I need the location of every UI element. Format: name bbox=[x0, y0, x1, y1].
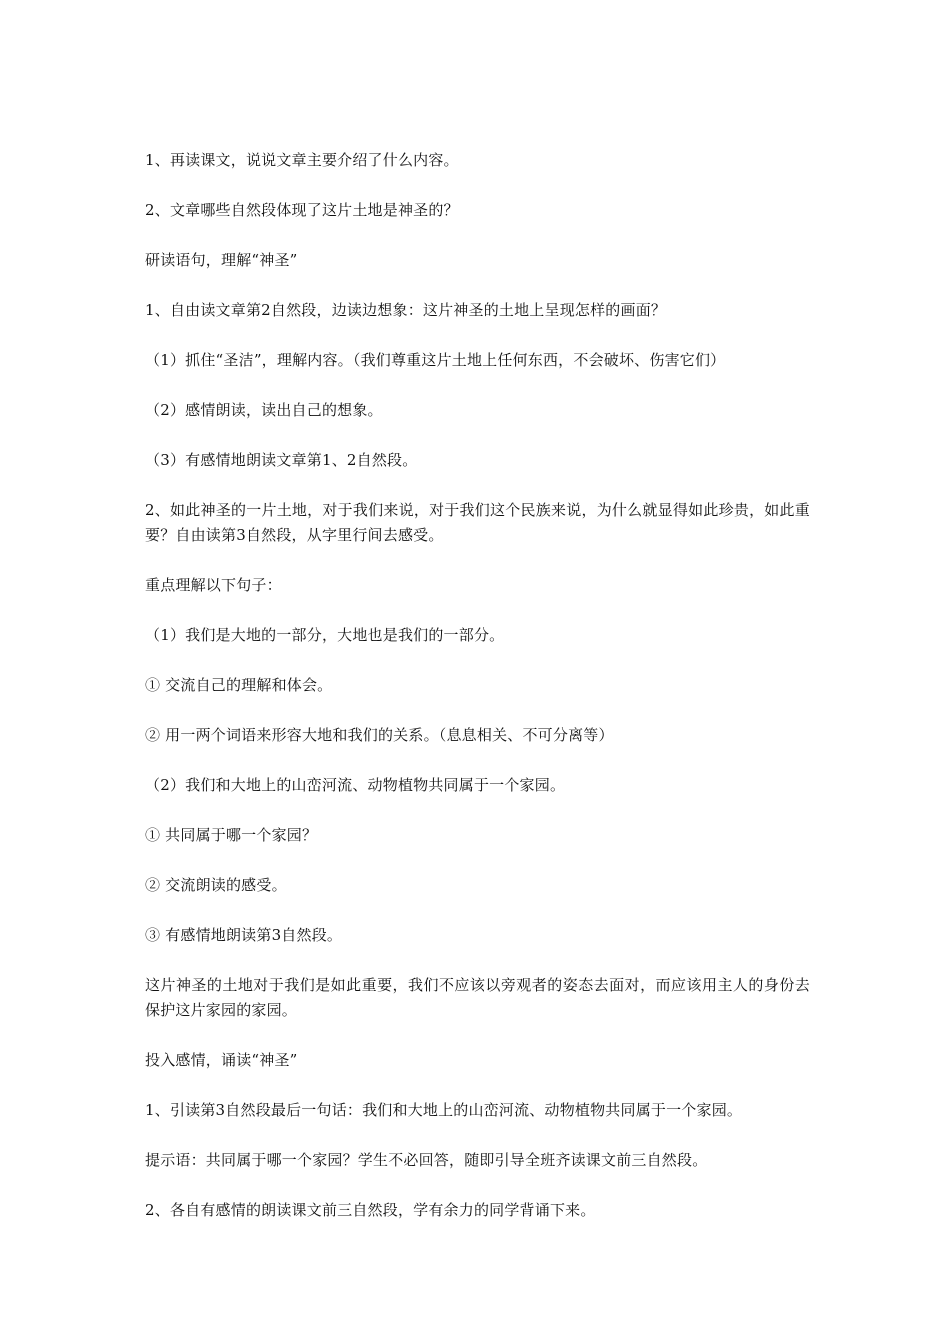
paragraph-6: （2）感情朗读，读出自己的想象。 bbox=[145, 401, 383, 419]
paragraph-4: 1、自由读文章第2自然段，边读边想象：这片神圣的土地上呈现怎样的画面？ bbox=[145, 301, 667, 319]
section-heading-recite: 投入感情，诵读“神圣” bbox=[145, 1051, 298, 1069]
paragraph-7: （3）有感情地朗读文章第1、2自然段。 bbox=[145, 451, 418, 469]
paragraph-15: ② 交流朗读的感受。 bbox=[145, 876, 287, 894]
paragraph-9: 重点理解以下句子： bbox=[145, 576, 282, 594]
section-heading-study: 研读语句，理解“神圣” bbox=[145, 251, 298, 269]
paragraph-14: ① 共同属于哪一个家园？ bbox=[145, 826, 318, 844]
paragraph-20: 提示语：共同属于哪一个家园？学生不必回答，随即引导全班齐读课文前三自然段。 bbox=[145, 1151, 708, 1169]
paragraph-5: （1）抓住“圣洁”，理解内容。（我们尊重这片土地上任何东西，不会破坏、伤害它们） bbox=[145, 351, 726, 369]
document-body bbox=[145, 148, 810, 1248]
paragraph-19: 1、引读第3自然段最后一句话：我们和大地上的山峦河流、动物植物共同属于一个家园。 bbox=[145, 1101, 743, 1119]
paragraph-17: 这片神圣的土地对于我们是如此重要，我们不应该以旁观者的姿态去面对，而应该用主人的身份去保护这片家园的家园。 bbox=[145, 976, 810, 1019]
paragraph-10: （1）我们是大地的一部分，大地也是我们的一部分。 bbox=[145, 626, 505, 644]
paragraph-1: 1、再读课文，说说文章主要介绍了什么内容。 bbox=[145, 151, 459, 169]
paragraph-11: ① 交流自己的理解和体会。 bbox=[145, 676, 333, 694]
paragraph-13: （2）我们和大地上的山峦河流、动物植物共同属于一个家园。 bbox=[145, 776, 566, 794]
paragraph-21: 2、各自有感情的朗读课文前三自然段，学有余力的同学背诵下来。 bbox=[145, 1201, 596, 1219]
paragraph-12: ② 用一两个词语来形容大地和我们的关系。（息息相关、不可分离等） bbox=[145, 726, 614, 744]
paragraph-2: 2、文章哪些自然段体现了这片土地是神圣的？ bbox=[145, 201, 459, 219]
paragraph-8: 2、如此神圣的一片土地，对于我们来说，对于我们这个民族来说，为什么就显得如此珍贵，如此重要？自由读第3自然段，从字里行间去感受。 bbox=[145, 501, 810, 544]
paragraph-16: ③ 有感情地朗读第3自然段。 bbox=[145, 926, 343, 944]
